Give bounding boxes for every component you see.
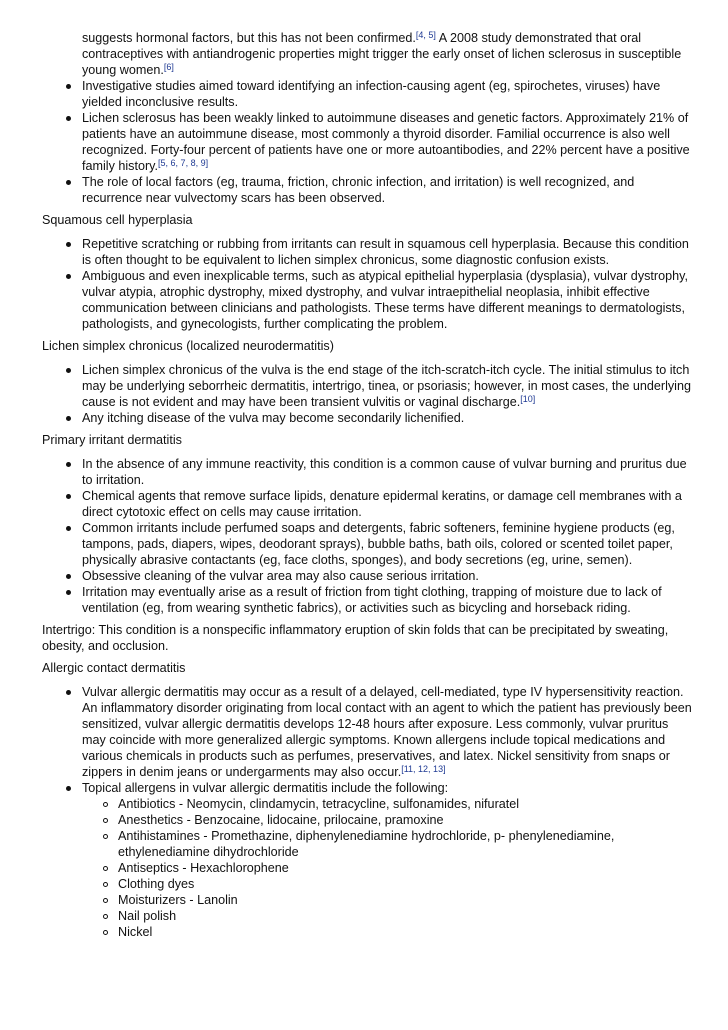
continued-paragraph xyxy=(82,30,692,78)
list-item: Common irritants include perfumed soaps and detergents, fabric softeners, feminine hygiene products (eg, tampons, pads, diapers, wipes, deodorant sprays), bubble baths, bath oils, colored or scented toilet paper, physically abrasive contactants (eg, face cloths, sponges), and body secretions (eg, urine, semen). xyxy=(42,520,692,568)
sublist-item: Antibiotics - Neomycin, clindamycin, tetracycline, sulfonamides, nifuratel xyxy=(82,796,692,812)
intro-bullet-list xyxy=(42,78,692,206)
sublist-item: Nail polish xyxy=(82,908,692,924)
sublist-item: Clothing dyes xyxy=(82,876,692,892)
list-item: Repetitive scratching or rubbing from irritants can result in squamous cell hyperplasia. Because this condition is often thought to be equivalent to lichen simplex chronicus, some diagnostic confusion exists. xyxy=(42,236,692,268)
section-heading-lichen-simplex: Lichen simplex chronicus (localized neurodermatitis) xyxy=(42,339,334,353)
squamous-bullet-list xyxy=(42,236,692,332)
intertrigo-paragraph: Intertrigo: This condition is a nonspecific inflammatory eruption of skin folds that can be precipitated by sweating, obesity, and occlusion. xyxy=(42,623,669,653)
citation[interactable]: [5, 6, 7, 8, 9] xyxy=(158,158,209,168)
list-item: Any itching disease of the vulva may become secondarily lichenified. xyxy=(42,410,692,426)
list-item: Irritation may eventually arise as a result of friction from tight clothing, trapping of moisture due to lack of ventilation (eg, from wearing synthetic fabrics), or activities such as bicycling and horseback riding. xyxy=(42,584,692,616)
list-item: Lichen sclerosus has been weakly linked to autoimmune diseases and genetic factors. Approximately 21% of patients have an autoimmune disease, most commonly a thyroid disorder. Familial occurrence is also well recognized. Forty-four percent of patients have one or more autoantibodies, and 22% percent have a positive family history.[5, 6, 7, 8, 9] xyxy=(42,110,692,174)
list-item: Chemical agents that remove surface lipids, denature epidermal keratins, or damage cell membranes with a direct cytotoxic effect on cells may cause irritation. xyxy=(42,488,692,520)
section-heading-allergic: Allergic contact dermatitis xyxy=(42,661,186,675)
list-item: Obsessive cleaning of the vulvar area may also cause serious irritation. xyxy=(42,568,692,584)
list-item: Ambiguous and even inexplicable terms, such as atypical epithelial hyperplasia (dysplasia), vulvar dystrophy, vulvar atypia, atrophic dystrophy, mixed dystrophy, and vulvar intraepithelial neoplasia, inhibit effective communication between clinicians and pathologists. These terms have different meanings to dermatologists, pathologists, and gynecologists, further complicating the problem. xyxy=(42,268,692,332)
allergic-bullet-list xyxy=(42,684,692,940)
document-page xyxy=(42,30,692,940)
sublist-item: Antihistamines - Promethazine, diphenylenediamine hydrochloride, p- phenylenediamine, ethylenediamine dihydrochloride xyxy=(82,828,692,860)
continued-text: suggests hormonal factors, but this has not been confirmed. xyxy=(82,31,416,45)
list-item: In the absence of any immune reactivity, this condition is a common cause of vulvar burning and pruritus due to irritation. xyxy=(42,456,692,488)
list-item: The role of local factors (eg, trauma, friction, chronic infection, and irritation) is well recognized, and recurrence near vulvectomy scars has been observed. xyxy=(42,174,692,206)
section-heading-squamous: Squamous cell hyperplasia xyxy=(42,213,193,227)
irritant-bullet-list xyxy=(42,456,692,616)
sublist-item: Anesthetics - Benzocaine, lidocaine, prilocaine, pramoxine xyxy=(82,812,692,828)
lichen-simplex-bullet-list xyxy=(42,362,692,426)
citation[interactable]: [6] xyxy=(163,62,174,72)
list-item: Topical allergens in vulvar allergic dermatitis include the following: Antibiotics - Neomycin, clindamycin, tetracycline, sulfonamides, nifuratel Anesthetics - Benzocaine, lidocaine, prilocaine, pramoxine Antihistamines - Promethazine, diphenylenediamine hydrochloride, p- phenylenediamine, ethylenediamine dihydrochloride Antiseptics - Hexachlorophene Clothing dyes Moisturizers - Lanolin Nail polish Nickel xyxy=(42,780,692,940)
list-item: Investigative studies aimed toward identifying an infection-causing agent (eg, spirochetes, viruses) have yielded inconclusive results. xyxy=(42,78,692,110)
sublist-item: Nickel xyxy=(82,924,692,940)
continued-text-2: A 2008 study demonstrated that oral contraceptives with antiandrogenic properties might trigger the early onset of lichen sclerosus in susceptible young women. xyxy=(82,31,682,77)
sublist-item: Moisturizers - Lanolin xyxy=(82,892,692,908)
list-item: Lichen simplex chronicus of the vulva is the end stage of the itch-scratch-itch cycle. The initial stimulus to itch may be underlying seborrheic dermatitis, intertrigo, tinea, or psoriasis; however, in most cases, the underlying cause is not evident and may have been transient vulvitis or vaginal discharge.[10] xyxy=(42,362,692,410)
sublist-item: Antiseptics - Hexachlorophene xyxy=(82,860,692,876)
section-heading-irritant: Primary irritant dermatitis xyxy=(42,433,182,447)
citation[interactable]: [10] xyxy=(520,394,536,404)
allergen-sublist xyxy=(82,796,692,940)
list-item: Vulvar allergic dermatitis may occur as a result of a delayed, cell-mediated, type IV hypersensitivity reaction. An inflammatory disorder originating from local contact with an agent to which the patient has previously been sensitized, vulvar allergic dermatitis develops 12-48 hours after exposure. Less commonly, vulvar pruritus may coincide with more generalized allergic symptoms. Known allergens include topical medications and various chemicals in products such as perfumes, preservatives, and latex. Nickel sensitivity from snaps or zippers in denim jeans or undergarments may also occur.[11, 12, 13] xyxy=(42,684,692,780)
citation[interactable]: [4, 5] xyxy=(415,30,436,40)
citation[interactable]: [11, 12, 13] xyxy=(401,764,446,774)
